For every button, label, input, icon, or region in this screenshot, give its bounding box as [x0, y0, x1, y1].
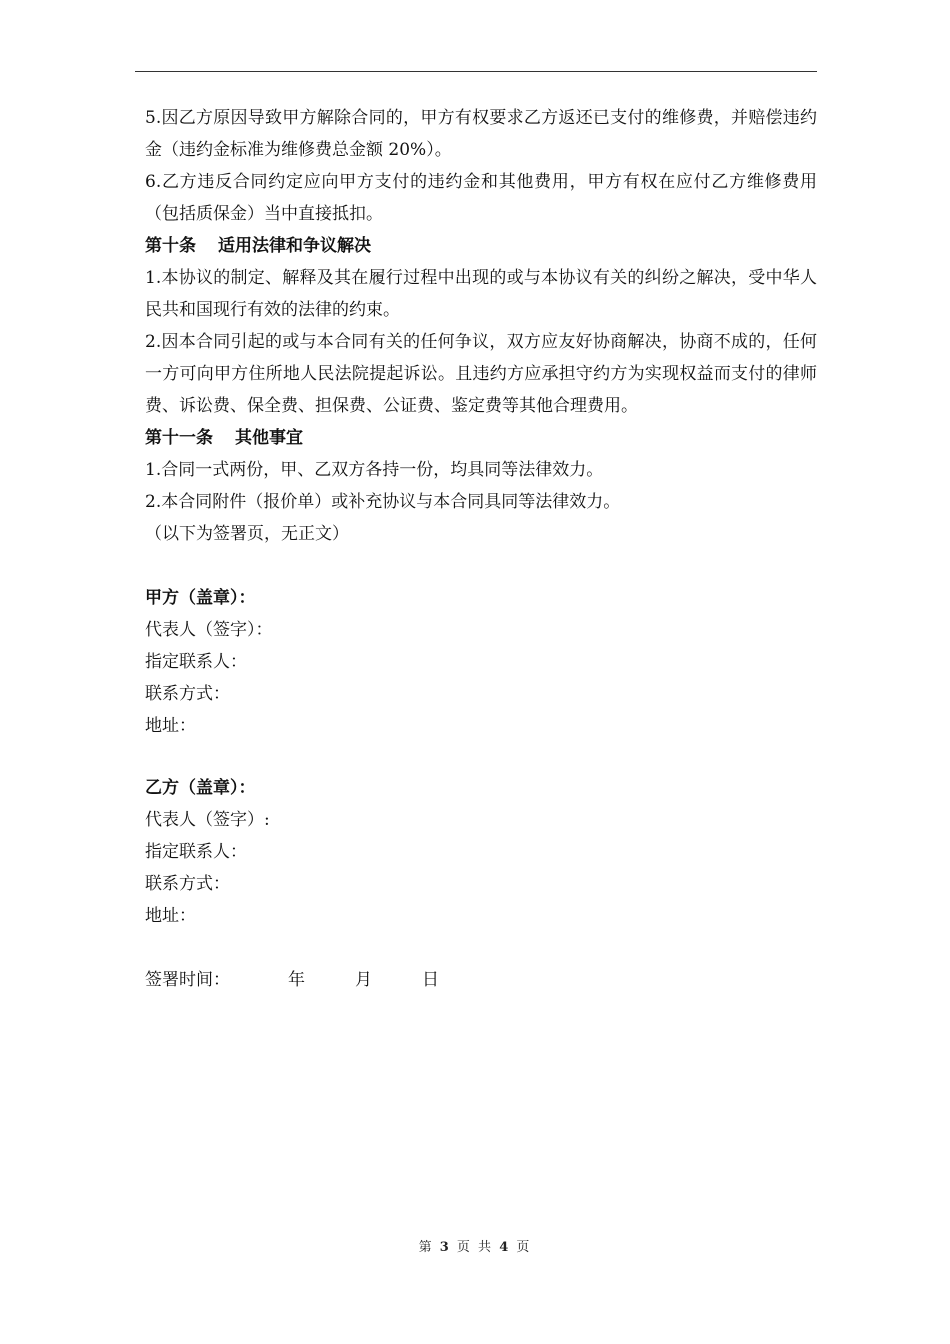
signing-label: 签署时间： — [145, 970, 230, 990]
article9-item6: 6.乙方违反合同约定应向甲方支付的违约金和其他费用，甲方有权在应付乙方维修费用（包括质保金）当中直接抵扣。 — [145, 172, 817, 224]
footer-total-pages: 4 — [499, 1240, 511, 1255]
signing-time — [145, 964, 817, 996]
document-body — [145, 102, 817, 996]
party-a-contact-person: 指定联系人： — [145, 652, 247, 672]
party-a-address: 地址： — [145, 716, 196, 736]
party-a-title: 甲方（盖章）： — [145, 588, 256, 608]
signing-year: 年 — [288, 970, 305, 990]
article10-title: 适用法律和争议解决 — [218, 236, 371, 256]
article10-item1: 1.本协议的制定、解释及其在履行过程中出现的或与本协议有关的纠纷之解决，受中华人民共和国现行有效的法律的约束。 — [145, 268, 817, 320]
signature-page-note: （以下为签署页，无正文） — [145, 524, 349, 544]
party-b-contact-person: 指定联系人： — [145, 842, 247, 862]
header-rule — [135, 71, 817, 72]
footer-prefix: 第 — [418, 1240, 434, 1255]
article10-item2: 2.因本合同引起的或与本合同有关的任何争议，双方应友好协商解决，协商不成的，任何一方可向甲方住所地人民法院提起诉讼。且违约方应承担守约方为实现权益而支付的律师费、诉讼费、保全费、担保费、公证费、鉴定费等其他合理费用。 — [145, 332, 817, 416]
party-b-address: 地址： — [145, 906, 196, 926]
signing-month: 月 — [355, 970, 372, 990]
article11-item2: 2.本合同附件（报价单）或补充协议与本合同具同等法律效力。 — [145, 492, 621, 512]
article11-heading — [145, 422, 817, 454]
article10-heading — [145, 230, 817, 262]
article10-number: 第十条 — [145, 236, 196, 256]
party-b-representative: 代表人（签字）: — [145, 810, 270, 830]
footer-page-number: 3 — [439, 1240, 451, 1255]
article11-title: 其他事宜 — [235, 428, 303, 448]
party-b-contact-method: 联系方式： — [145, 874, 230, 894]
signing-day: 日 — [422, 970, 439, 990]
article9-item5: 5.因乙方原因导致甲方解除合同的，甲方有权要求乙方返还已支付的维修费，并赔偿违约金（违约金标准为维修费总金额 20%）。 — [145, 108, 817, 160]
article11-item1: 1.合同一式两份，甲、乙双方各持一份，均具同等法律效力。 — [145, 460, 604, 480]
footer-suffix: 页 — [516, 1240, 532, 1255]
party-a-representative: 代表人（签字）： — [145, 620, 273, 640]
party-a-contact-method: 联系方式： — [145, 684, 230, 704]
article11-number: 第十一条 — [145, 428, 213, 448]
footer-middle: 页 共 — [456, 1240, 494, 1255]
page-footer — [0, 1236, 950, 1255]
party-b-title: 乙方（盖章）： — [145, 778, 256, 798]
